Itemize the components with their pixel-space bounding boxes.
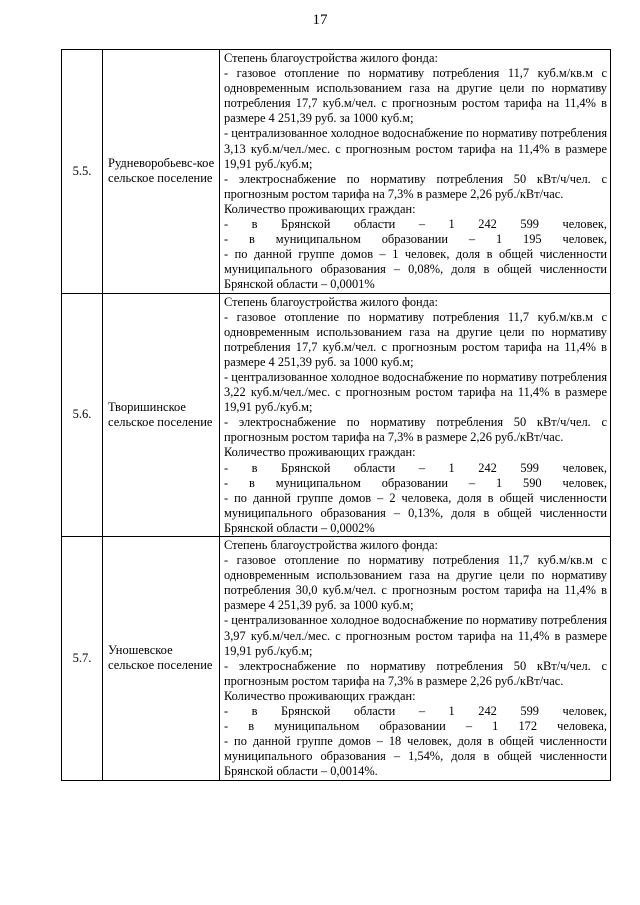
text-line: - электроснабжение по нормативу потребления 50 кВт/ч/чел. с (224, 658, 607, 673)
text-line: 19,91 руб./куб.м; (224, 643, 313, 658)
text-line: размере 4 251,39 руб. за 1000 куб.м; (224, 111, 414, 126)
page-number: 17 (312, 12, 328, 28)
text-line: - по данной группе домов – 1 человек, доля в общей численности (224, 247, 607, 262)
text-line: муниципального образования – 0,13%, доля в общей численности (224, 505, 607, 520)
table-row (62, 50, 611, 294)
text-line: - в Брянской области – 1 242 599 человек, (224, 704, 607, 719)
row-content (220, 537, 611, 781)
text-line: Количество проживающих граждан: (224, 688, 416, 703)
text-line: - электроснабжение по нормативу потребления 50 кВт/ч/чел. с (224, 171, 607, 186)
text-line: - по данной группе домов – 18 человек, доля в общей численности (224, 734, 607, 749)
text-line: потребления 17,7 куб.м/чел. с прогнозным ростом тарифа на 11,4% в (224, 96, 607, 111)
settlement-name: Уношевское сельское поселение (103, 537, 220, 781)
text-line: Количество проживающих граждан: (224, 445, 416, 460)
text-line: Количество проживающих граждан: (224, 201, 416, 216)
text-line: - в Брянской области – 1 242 599 человек, (224, 460, 607, 475)
text-line: муниципального образования – 1,54%, доля в общей численности (224, 749, 607, 764)
text-line: муниципального образования – 0,08%, доля в общей численности (224, 262, 607, 277)
text-line: - в муниципальном образовании – 1 172 человека, (224, 719, 607, 734)
text-line: Степень благоустройства жилого фонда: (224, 538, 438, 552)
row-number: 5.5. (62, 50, 103, 294)
text-line: - в муниципальном образовании – 1 590 человек, (224, 475, 607, 490)
row-content (220, 293, 611, 537)
text-line: Степень благоустройства жилого фонда: (224, 294, 438, 309)
text-line: одновременным использованием газа на другие цели по нормативу (224, 568, 607, 583)
table-row (62, 293, 611, 537)
row-number: 5.6. (62, 293, 103, 537)
text-line: 3,97 куб.м/чел./мес. с прогнозным ростом тарифа на 11,4% в размере (224, 628, 607, 643)
text-line: размере 4 251,39 руб. за 1000 куб.м; (224, 354, 414, 369)
text-line: - газовое отопление по нормативу потребления 11,7 куб.м/кв.м с (224, 66, 607, 81)
text-line: - электроснабжение по нормативу потребления 50 кВт/ч/чел. с (224, 415, 607, 430)
text-line: Брянской области – 0,0002% (224, 520, 375, 535)
text-line: прогнозным ростом тарифа на 7,3% в размере 2,26 руб./кВт/час. (224, 186, 564, 201)
text-line: - по данной группе домов – 2 человека, доля в общей численности (224, 490, 607, 505)
text-line: - централизованное холодное водоснабжение по нормативу потребления (224, 369, 608, 384)
text-line: Степень благоустройства жилого фонда: (224, 51, 438, 65)
text-line: - в муниципальном образовании – 1 195 человек, (224, 232, 607, 247)
text-line: Брянской области – 0,0001% (224, 277, 375, 292)
text-line: прогнозным ростом тарифа на 7,3% в размере 2,26 руб./кВт/час. (224, 430, 564, 445)
text-line: 19,91 руб./куб.м; (224, 400, 313, 415)
text-line: размере 4 251,39 руб. за 1000 куб.м; (224, 598, 414, 613)
table-row (62, 537, 611, 781)
text-line: - централизованное холодное водоснабжение по нормативу потребления (224, 126, 608, 141)
text-line: 3,22 куб.м/чел./мес. с прогнозным ростом тарифа на 11,4% в размере (224, 385, 607, 400)
text-line: Брянской области – 0,0014%. (224, 764, 378, 779)
text-line: - газовое отопление по нормативу потребления 11,7 куб.м/кв.м с (224, 553, 607, 568)
text-line: - газовое отопление по нормативу потребления 11,7 куб.м/кв.м с (224, 309, 607, 324)
text-line: одновременным использованием газа на другие цели по нормативу (224, 324, 607, 339)
text-line: - централизованное холодное водоснабжение по нормативу потребления (224, 613, 608, 628)
text-line: прогнозным ростом тарифа на 7,3% в размере 2,26 руб./кВт/час. (224, 673, 564, 688)
row-content (220, 50, 611, 294)
row-number: 5.7. (62, 537, 103, 781)
settlements-table (61, 49, 611, 781)
settlement-name: Рудневоробьевс-кое сельское поселение (103, 50, 220, 294)
text-line: 3,13 куб.м/чел./мес. с прогнозным ростом тарифа на 11,4% в размере (224, 141, 607, 156)
text-line: 19,91 руб./куб.м; (224, 156, 313, 171)
text-line: потребления 30,0 куб.м/чел. с прогнозным ростом тарифа на 11,4% в (224, 583, 607, 598)
text-line: потребления 17,7 куб.м/чел. с прогнозным ростом тарифа на 11,4% в (224, 339, 607, 354)
settlement-name: Творишинское сельское поселение (103, 293, 220, 537)
text-line: одновременным использованием газа на другие цели по нормативу (224, 81, 607, 96)
text-line: - в Брянской области – 1 242 599 человек, (224, 217, 607, 232)
